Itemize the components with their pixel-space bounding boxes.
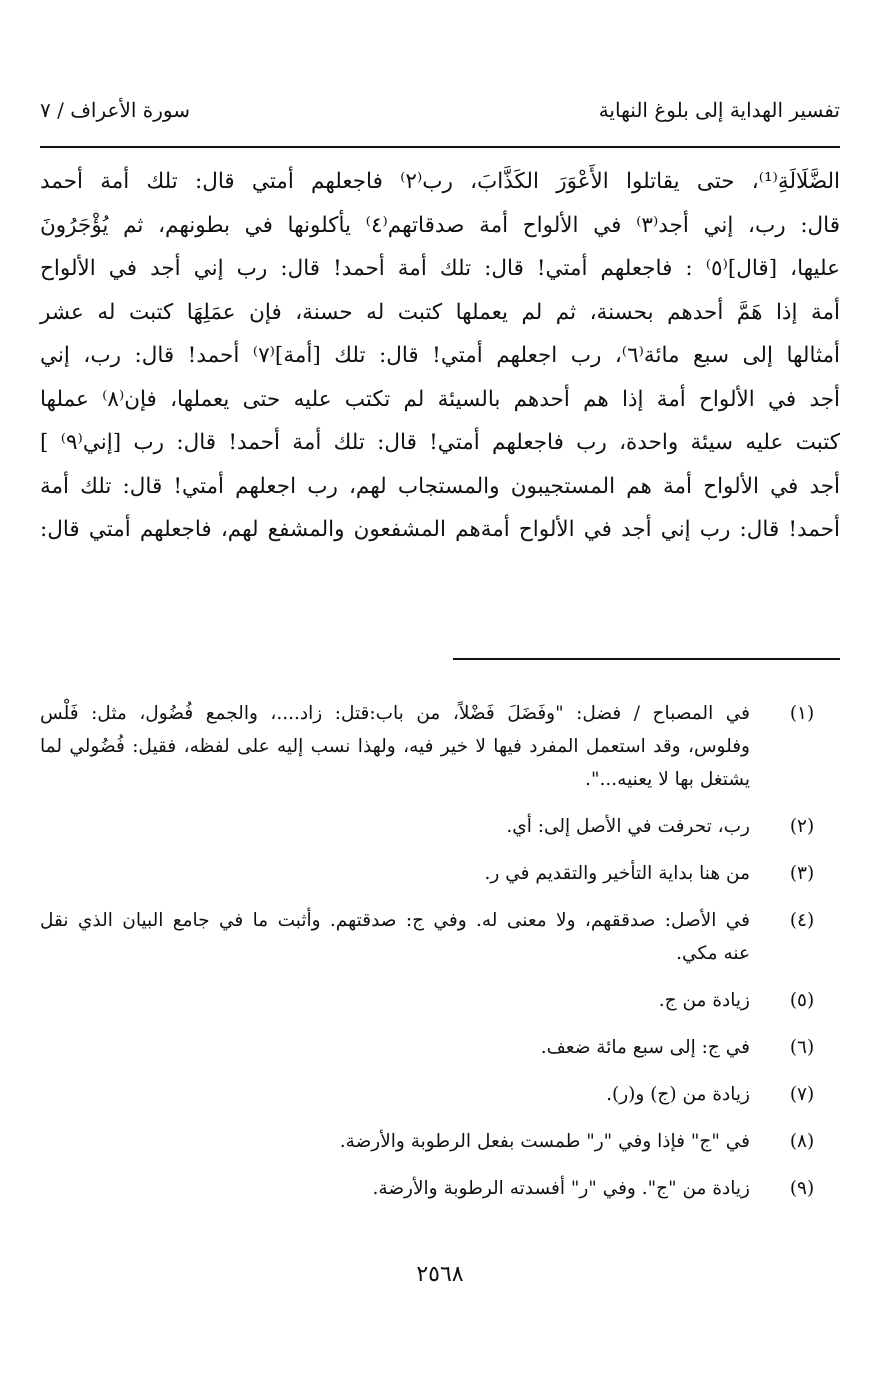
text-line: أجد في الألواح أمة إذا هم أحدهم بالسيئة لم تكتب عليه حتى يعملها، فإن⁽٨⁾ عملها xyxy=(40,386,840,412)
footnote xyxy=(40,1031,840,1064)
footnote-separator xyxy=(453,658,840,660)
footnote xyxy=(40,697,840,796)
footnote-line: يشتغل بها لا يعنيه...". xyxy=(585,769,750,790)
footnote-line: عنه مكي. xyxy=(676,943,750,964)
footnote-number: (٩) xyxy=(789,1178,815,1199)
footnote xyxy=(40,1078,840,1111)
footnote-line: في المصباح / فضل: "وفَضَلَ فَضْلاً، من باب:قتل: زاد....، والجمع فُضُول، مثل: فَلْس xyxy=(40,703,750,724)
text-line: أحمد! قال: رب إني أجد في الألواح أمةهم المشفعون والمشفع لهم، فاجعلهم أمتي قال: xyxy=(40,517,840,542)
footnote-line: في ج: إلى سبع مائة ضعف. xyxy=(540,1037,750,1058)
text-line: عليها، [قال]⁽٥⁾ : فاجعلهم أمتي! قال: تلك أمة أحمد! قال: رب إني أجد في الألواح xyxy=(40,256,840,281)
footnote-line: رب، تحرفت في الأصل إلى: أي. xyxy=(506,816,750,837)
footnote-line: زيادة من (ج) و(ر). xyxy=(606,1084,750,1105)
text-line: كتبت عليه سيئة واحدة، رب فاجعلهم أمتي! قال: تلك أمة أحمد! قال: رب [إني⁽٩⁾ ] xyxy=(40,430,840,455)
text-line: أمة إذا هَمَّ أحدهم بحسنة، ثم لم يعملها كتبت له حسنة، فإن عمَلِهَا كتبت له عشر xyxy=(40,299,840,325)
footnote-number: (١) xyxy=(789,703,815,724)
book-title: تفسير الهداية إلى بلوغ النهاية xyxy=(598,98,840,122)
footnote-number: (٥) xyxy=(789,990,815,1011)
footnote xyxy=(40,904,840,970)
footnote xyxy=(40,857,840,890)
footnote-number: (٧) xyxy=(789,1084,815,1105)
footnote xyxy=(40,1125,840,1158)
footnote-line: في الأصل: صدققهم، ولا معنى له. وفي ج: صدقتهم. وأثبت ما في جامع البيان الذي نقل xyxy=(40,910,750,931)
text-line: أجد في الألواح أمة هم المستجيبون والمستجاب لهم، رب اجعلهم أمتي! قال: تلك أمة xyxy=(40,473,840,499)
footnote-number: (٣) xyxy=(789,863,815,884)
text-line: قال: رب، إني أجد⁽٣⁾ في الألواح أمة صدقاتهم⁽٤⁾ يأكلونها في بطونهم، ثم يُؤْجَرُونَ xyxy=(40,212,841,238)
surah-title: سورة الأعراف / ٧ xyxy=(40,98,191,122)
text-line: الضَّلَالَةِ⁽¹⁾، حتى يقاتلوا الأَعْوَرَ الكَذَّابَ، رب⁽٢⁾ فاجعلهم أمتي قال: تلك أمة أحمد xyxy=(40,169,840,194)
footnote-number: (٦) xyxy=(789,1037,815,1058)
footnote xyxy=(40,1172,840,1205)
footnote xyxy=(40,810,840,843)
footnotes xyxy=(40,697,840,1219)
footnote-line: وفلوس، وقد استعمل المفرد فيها لا خير فيه، ولهذا نسب إليه على لفظه، فقيل: فُضُولي لما xyxy=(40,736,750,757)
page-number: ٢٥٦٨ xyxy=(416,1262,464,1287)
main-text xyxy=(40,160,840,552)
footnote-line: في "ج" فإذا وفي "ر" طمست بفعل الرطوبة والأرضة. xyxy=(339,1131,750,1152)
footnote-line: زيادة من "ج". وفي "ر" أفسدته الرطوبة والأرضة. xyxy=(372,1178,750,1199)
footnote-line: زيادة من ج. xyxy=(658,990,750,1011)
text-line: أمثالها إلى سبع مائة⁽٦⁾، رب اجعلهم أمتي! قال: تلك [أمة]⁽٧⁾ أحمد! قال: رب، إني xyxy=(40,343,840,368)
header-rule xyxy=(40,146,840,148)
footnote xyxy=(40,984,840,1017)
footnote-number: (٨) xyxy=(789,1131,815,1152)
footnote-line: من هنا بداية التأخير والتقديم في ر. xyxy=(484,863,750,884)
footnote-number: (٤) xyxy=(789,910,815,931)
footnote-number: (٢) xyxy=(789,816,815,837)
running-header xyxy=(40,98,840,134)
